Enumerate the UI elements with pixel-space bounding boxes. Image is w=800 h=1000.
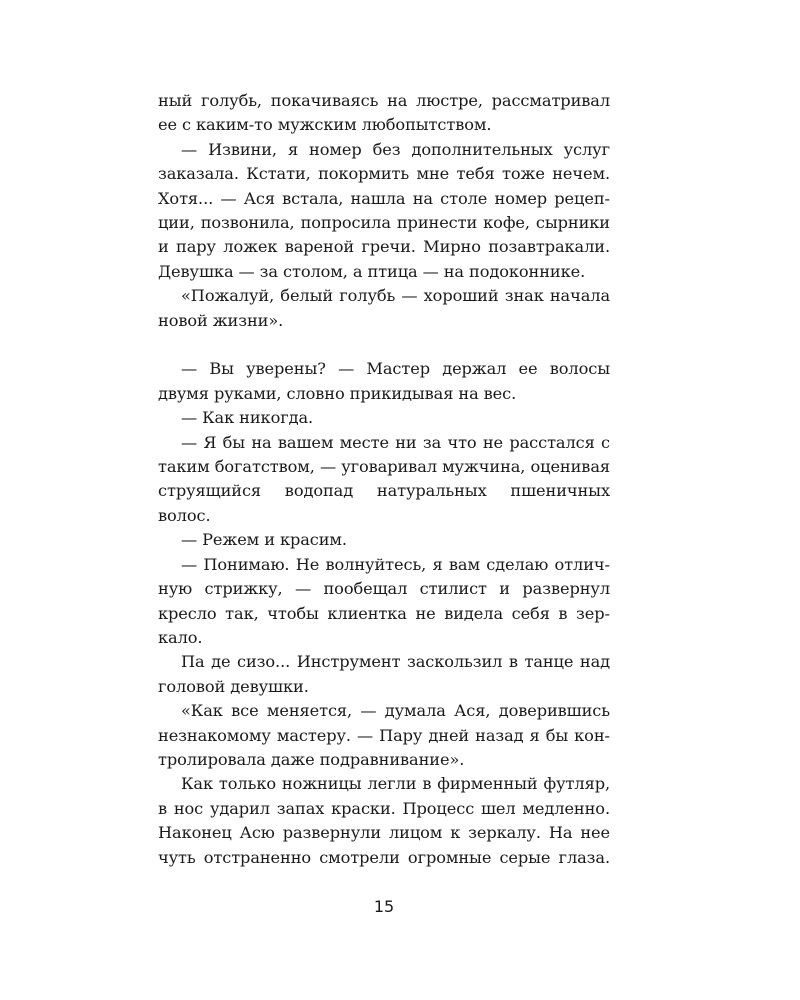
paragraph-thought: «Как все меняется, — думала Ася, доверившись незнакомому мастеру. — Пару дней назад я бы контролировала даже подравнивание». — [158, 701, 610, 769]
paragraph-dialogue: — Понимаю. Не волнуйтесь, я вам сделаю отличную стрижку, — пообещал стилист и развернул кресло так, чтобы клиентка не видела себя в зеркало. — [158, 554, 610, 647]
paragraph-continuation: ный голубь, покачиваясь на люстре, рассматривал ее с каким-то мужским любопытством. — [158, 91, 610, 135]
paragraph-dialogue: — Вы уверены? — Мастер держал ее волосы двумя руками, словно прикидывая на вес. — [158, 359, 610, 403]
paragraph-dialogue: — Я бы на вашем месте ни за что не расстался с таким богатством, — уговаривал мужчина, оценивая струящийся водопад натуральных пшеничных волос. — [158, 432, 610, 525]
paragraph-dialogue: — Извини, я номер без дополнительных услуг заказала. Кстати, покормить мне тебя тоже нечем. Хотя... — Ася встала, нашла на столе номер рецепции, позвонила, попросила принести кофе, сырники и пару ложек вареной гречи. Мирно позавтракали. Девушка — за столом, а птица — на подоконнике. — [158, 139, 610, 281]
paragraph-dialogue: — Как никогда. — [181, 408, 314, 428]
paragraph-narration: Па де сизо... Инструмент заскользил в танце над головой девушки. — [158, 652, 610, 696]
paragraph-thought: «Пожалуй, белый голубь — хороший знак начала новой жизни». — [158, 286, 610, 330]
page-body-text — [158, 89, 610, 870]
page-number: 15 — [373, 897, 395, 916]
paragraph-dialogue: — Режем и красим. — [181, 530, 347, 550]
section-break — [158, 333, 610, 357]
paragraph-narration: Как только ножницы легли в фирменный футляр, в нос ударил запах краски. Процесс шел медленно. Наконец Асю развернули лицом к зеркалу. На нее чуть отстраненно смотрели огромные серые глаза. — [158, 774, 610, 867]
